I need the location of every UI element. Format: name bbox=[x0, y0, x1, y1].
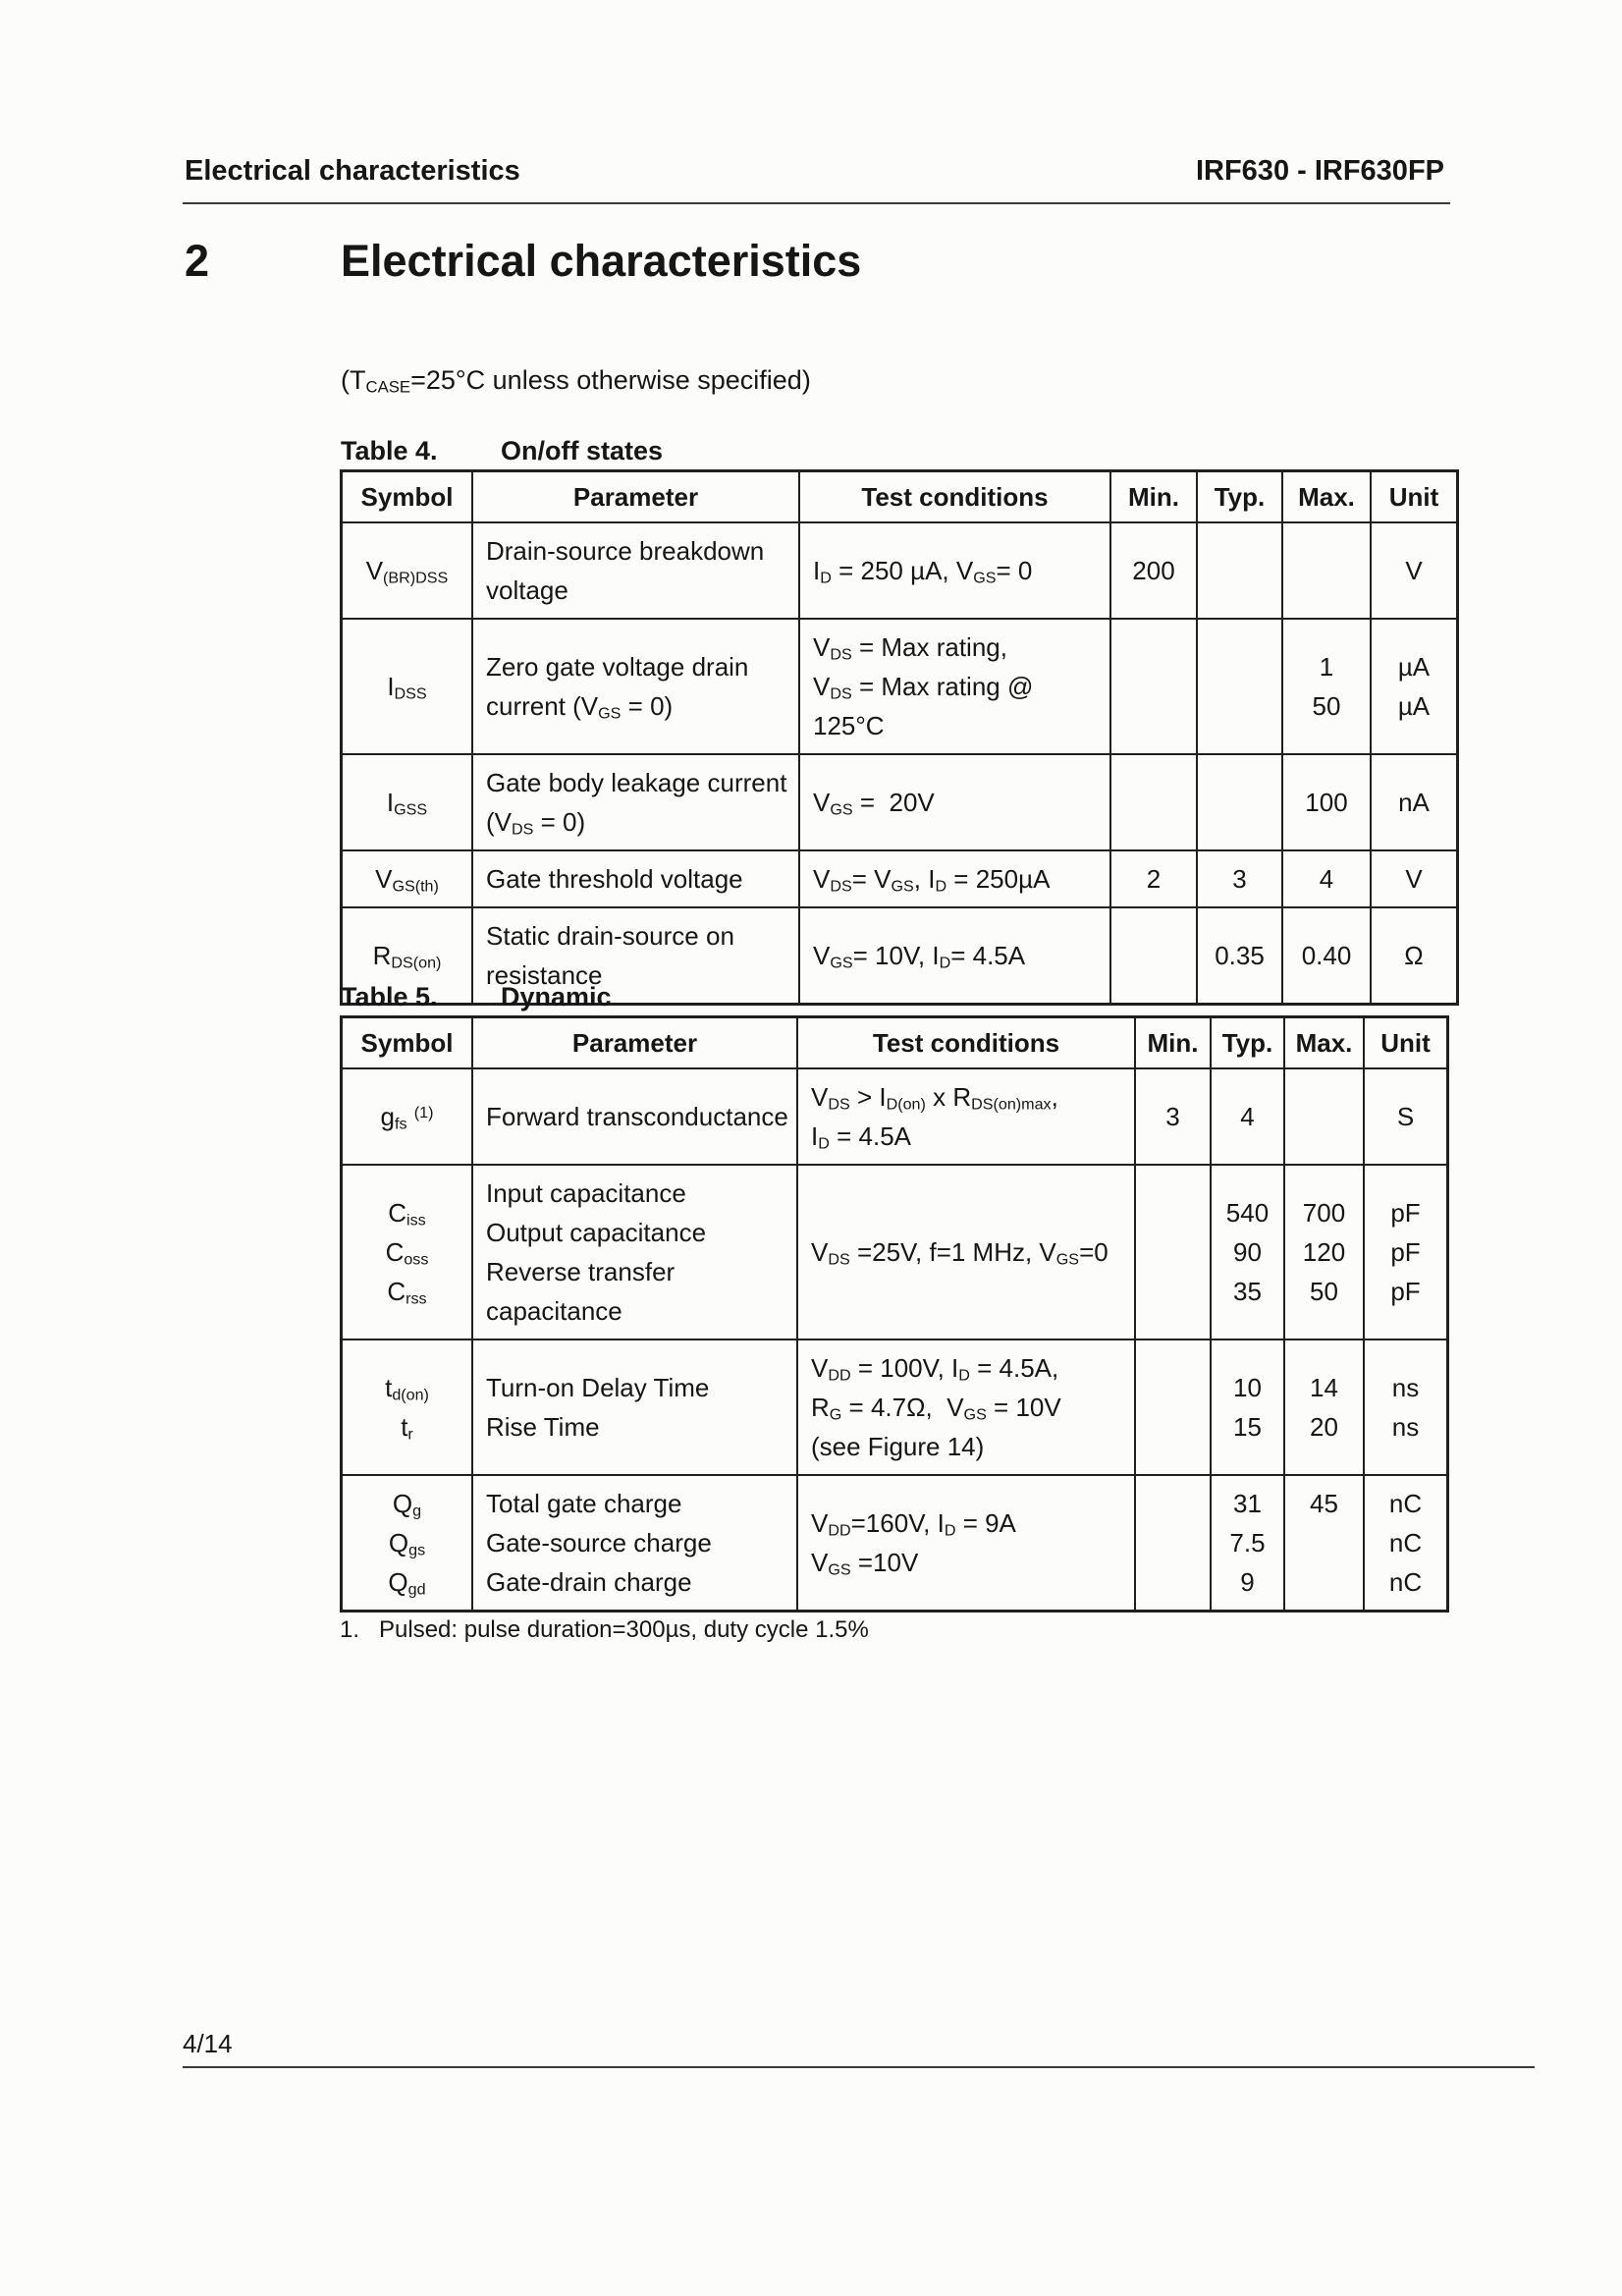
table-cell bbox=[1134, 1166, 1210, 1339]
table-cell: nA bbox=[1370, 755, 1456, 849]
footnote-pulsed: 1. Pulsed: pulse duration=300µs, duty cycle 1.5% bbox=[340, 1616, 869, 1643]
table-cell: nC nC nC bbox=[1363, 1476, 1446, 1610]
table-cell: 14 20 bbox=[1283, 1340, 1363, 1474]
table-5-caption bbox=[341, 982, 612, 1012]
table-cell: $R_{DS(on)}$ bbox=[372, 941, 442, 972]
table-4-caption bbox=[341, 436, 663, 466]
table-cell: 100 bbox=[1281, 755, 1370, 849]
table-row bbox=[343, 618, 1456, 753]
table-cell: $V_{GS(th)}$ bbox=[375, 864, 439, 896]
table-cell: 0.35 bbox=[1196, 908, 1281, 1003]
table-cell bbox=[1134, 1340, 1210, 1474]
table-cell: $t_{d(on)}$ $t_r$ bbox=[385, 1373, 429, 1444]
table-cell bbox=[1109, 908, 1196, 1003]
table-cell: Gate threshold voltage bbox=[471, 851, 798, 906]
footer-page-number: 4/14 bbox=[183, 2029, 233, 2058]
table-cell: $I_{GSS}$ bbox=[386, 788, 428, 819]
table-5-caption-label: Table 5. bbox=[341, 982, 438, 1011]
table-cell: pF pF pF bbox=[1363, 1166, 1446, 1339]
table-cell: Zero gate voltage drain current $(V_{GS} = 0)$ bbox=[471, 620, 798, 753]
test-conditions-note: ($T_{CASE}=25^\circ C$ unless otherwise specified) bbox=[341, 365, 811, 397]
table-cell: 540 90 35 bbox=[1210, 1166, 1283, 1339]
table-5-caption-title: Dynamic bbox=[501, 982, 612, 1011]
table-header-cell: Unit bbox=[1370, 472, 1456, 521]
table-header-cell: Typ. bbox=[1210, 1018, 1283, 1067]
table-4-caption-title: On/off states bbox=[501, 436, 664, 465]
table-cell: S bbox=[1363, 1069, 1446, 1164]
footer-rule bbox=[183, 2066, 1535, 2068]
table-cell bbox=[1196, 620, 1281, 753]
table-header-cell: Typ. bbox=[1196, 472, 1281, 521]
table-header-cell: Test conditions bbox=[796, 1018, 1134, 1067]
table-cell: $V_{DD} = 100V$, $I_D = 4.5A$, $R_G = 4.7\Omega$, $V_{GS} = 10V$ (see Figure 14) bbox=[796, 1340, 1134, 1474]
table-cell: $V_{DD}=160V$, $I_D = 9A$ $V_{GS} =10V$ bbox=[796, 1476, 1134, 1610]
table-4-caption-label: Table 4. bbox=[341, 436, 438, 465]
table-cell: 45 bbox=[1283, 1476, 1363, 1610]
table-cell: 3 bbox=[1134, 1069, 1210, 1164]
table-cell bbox=[1196, 755, 1281, 849]
table-cell: Static drain-source on resistance bbox=[471, 908, 798, 1003]
table-cell: Forward transconductance bbox=[471, 1069, 796, 1164]
table-cell: $V_{(BR)DSS}$ bbox=[365, 556, 449, 587]
section-number: 2 bbox=[185, 236, 210, 286]
table-cell bbox=[1196, 523, 1281, 618]
table-header-cell: Symbol bbox=[360, 481, 454, 512]
table-cell bbox=[1134, 1476, 1210, 1610]
table-cell: $V_{GS} = 20V$ bbox=[798, 755, 1109, 849]
table-header-cell: Min. bbox=[1134, 1018, 1210, 1067]
section-title: Electrical characteristics bbox=[341, 236, 862, 286]
table-cell: $I_{DSS}$ bbox=[387, 672, 427, 703]
table-cell bbox=[1281, 523, 1370, 618]
table-cell: 700 120 50 bbox=[1283, 1166, 1363, 1339]
header-rule bbox=[183, 202, 1450, 204]
table-row bbox=[343, 521, 1456, 618]
table-cell: 10 15 bbox=[1210, 1340, 1283, 1474]
table-cell: 1 50 bbox=[1281, 620, 1370, 753]
table-cell: Gate body leakage current $(V_{DS} = 0)$ bbox=[471, 755, 798, 849]
table-header-cell: Test conditions bbox=[798, 472, 1109, 521]
table-cell bbox=[1283, 1069, 1363, 1164]
table-4-onoff-states bbox=[340, 469, 1459, 1006]
table-cell: Turn-on Delay Time Rise Time bbox=[471, 1340, 796, 1474]
header-section-title: Electrical characteristics bbox=[185, 155, 520, 187]
table-cell: $C_{iss}$ $C_{oss}$ $C_{rss}$ bbox=[385, 1198, 429, 1308]
table-row bbox=[343, 1164, 1446, 1339]
table-cell: V bbox=[1370, 851, 1456, 906]
table-row bbox=[343, 1339, 1446, 1474]
table-cell: V bbox=[1370, 523, 1456, 618]
table-cell: 200 bbox=[1109, 523, 1196, 618]
table-cell: 31 7.5 9 bbox=[1210, 1476, 1283, 1610]
table-header-cell: Max. bbox=[1281, 472, 1370, 521]
table-cell: Input capacitance Output capacitance Reverse transfer capacitance bbox=[471, 1166, 796, 1339]
table-cell: ns ns bbox=[1363, 1340, 1446, 1474]
table-cell: Ω bbox=[1370, 908, 1456, 1003]
table-cell: $V_{DS} > I_{D(on)}$ x $R_{DS(on)max}$, $I_D = 4.5A$ bbox=[796, 1069, 1134, 1164]
table-header-row bbox=[343, 1018, 1446, 1067]
table-cell: Total gate charge Gate-source charge Gate-drain charge bbox=[471, 1476, 796, 1610]
header-part-number: IRF630 - IRF630FP bbox=[1195, 155, 1444, 187]
table-5-dynamic bbox=[340, 1015, 1449, 1613]
table-header-cell: Parameter bbox=[471, 472, 798, 521]
table-row bbox=[343, 1474, 1446, 1610]
table-cell: $I_D = 250$ µA, $V_{GS}= 0$ bbox=[798, 523, 1109, 618]
table-header-cell: Max. bbox=[1283, 1018, 1363, 1067]
table-header-cell: Parameter bbox=[471, 1018, 796, 1067]
table-cell: $V_{DS} =25V$, f=1 MHz, $V_{GS}=0$ bbox=[796, 1166, 1134, 1339]
table-row bbox=[343, 1067, 1446, 1164]
table-cell bbox=[1109, 620, 1196, 753]
table-header-cell: Unit bbox=[1363, 1018, 1446, 1067]
table-cell: $V_{DS}= V_{GS}$, $I_D = 250\mu A$ bbox=[798, 851, 1109, 906]
table-cell: $V_{DS}$ = Max rating, $V_{DS}$ = Max rating @ 125°C bbox=[798, 620, 1109, 753]
table-cell: $Q_g$ $Q_{gs}$ $Q_{gd}$ bbox=[388, 1489, 426, 1599]
table-cell: 4 bbox=[1210, 1069, 1283, 1164]
table-header-cell: Symbol bbox=[360, 1027, 454, 1058]
table-header-row bbox=[343, 472, 1456, 521]
table-cell: 4 bbox=[1281, 851, 1370, 906]
table-cell: Drain-source breakdown voltage bbox=[471, 523, 798, 618]
table-cell: 0.40 bbox=[1281, 908, 1370, 1003]
table-row bbox=[343, 753, 1456, 849]
table-cell: $V_{GS}= 10V$, $I_D= 4.5A$ bbox=[798, 908, 1109, 1003]
table-cell: $g_{fs}$ $^{(1)}$ bbox=[380, 1102, 434, 1133]
table-cell: 2 bbox=[1109, 851, 1196, 906]
table-header-cell: Min. bbox=[1109, 472, 1196, 521]
table-cell: µA µA bbox=[1370, 620, 1456, 753]
table-cell bbox=[1109, 755, 1196, 849]
table-cell: 3 bbox=[1196, 851, 1281, 906]
table-row bbox=[343, 849, 1456, 906]
